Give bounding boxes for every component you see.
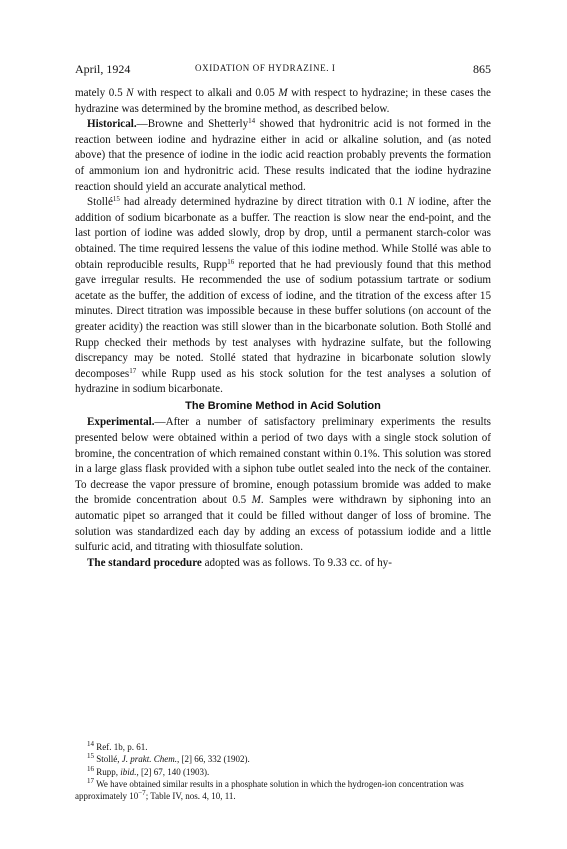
- footnote-14: $^{14}$ Ref. 1b, p. 61.: [87, 740, 148, 752]
- paragraph-historical: Historical.—Browne and Shetterly$^{14}$ showed that hydronitric acid is not formed in the reaction between iodine and hydrazine either in acid or alkaline solution, and (as noted above) that the presence of iodine in the iodic acid reaction probably prevents the formation of ammonium ion and hydronitric acid. These results indicated that the iodine hydrazine reaction should yield an accurate analytical method.: [75, 117, 491, 193]
- paragraph-stolle: Stollé$^{15}$ had already determined hydrazine by direct titration with 0.1 N iodine, after the addition of sodium bicarbonate as a buffer. The reaction is slow near the end-point, and the last portion of iodine was added slowly, drop by drop, until a permanent starch-color was obtained. The time required lessens the value of this iodine method. While Stollé was able to obtain reproducible results, Rupp$^{16}$ reported that he had previously found that this method gave irregular results. He recommended the use of sodium potassium tartrate or sodium acetate as the buffer, the addition of excess of iodine, and the titration of the excess after 15 minutes. Direct titration was impossible because in these buffer solutions (on account of the greater acidity) the reaction was still slower than in the bicarbonate solution. Both Stollé and Rupp checked their methods by test analyses with hydrazine sulfate, but the following discrepancy may be noted. Stollé stated that hydrazine in bicarbonate solution slowly decomposes$^{17}$ while Rupp used as his stock solution for the test analyses a solution of hydrazine in sodium bicarbonate.: [75, 195, 492, 396]
- header-date: April, 1924: [75, 62, 131, 76]
- header-title: OXIDATION OF HYDRAZINE. I: [195, 63, 336, 73]
- paragraph-continued: mately 0.5 N with respect to alkali and 0.05 M with respect to hydrazine; in these cases the hydrazine was determined by the bromine method, as described below.: [75, 87, 491, 115]
- paragraph-standard-procedure: The standard procedure adopted was as follows. To 9.33 cc. of hy-: [87, 556, 392, 569]
- page-number: 865: [473, 62, 491, 76]
- section-heading: The Bromine Method in Acid Solution: [185, 399, 381, 412]
- footnote-15: $^{15}$ Stollé, J. prakt. Chem., [2] 66, 332 (1902).: [87, 752, 250, 765]
- footnote-17: $^{17}$ We have obtained similar results in a phosphate solution in which the hydrogen-ion concentration was approximately $10^{-7}$; Table IV, nos. 4, 10, 11.: [75, 776, 464, 802]
- runin-heading-standard-procedure: The standard procedure: [87, 556, 202, 569]
- footnote-ref-14[interactable]: 14: [248, 117, 256, 126]
- runin-heading-experimental: Experimental.: [87, 416, 155, 429]
- runin-heading-historical: Historical.: [87, 118, 137, 131]
- paragraph-experimental: Experimental.—After a number of satisfactory preliminary experiments the results presented below were obtained within a period of two days with a single stock solution of bromine, the concentration of which remained constant within 0.1%. This solution was stored in a large glass flask provided with a siphon tube outlet sealed into the neck of the container. To decrease the vapor pressure of bromine, enough potassium bromide was added to make the bromide concentration about 0.5 M. Samples were withdrawn by siphoning into an automatic pipet so arranged that it could be filled without danger of loss of bromine. The solution was standardized each day by adding an excess of potassium iodide and a little sulfuric acid, and titrating with thiosulfate solution.: [75, 416, 491, 554]
- footnote-16: $^{16}$ Rupp, ibid., [2] 67, 140 (1903).: [87, 764, 210, 777]
- body-text: [75, 86, 491, 571]
- footnote-ref-17[interactable]: 17: [129, 366, 137, 375]
- footnote-ref-16[interactable]: 16: [227, 257, 235, 266]
- footnote-ref-15[interactable]: 15: [112, 195, 120, 204]
- running-header: [75, 62, 491, 78]
- footnotes: [75, 741, 491, 802]
